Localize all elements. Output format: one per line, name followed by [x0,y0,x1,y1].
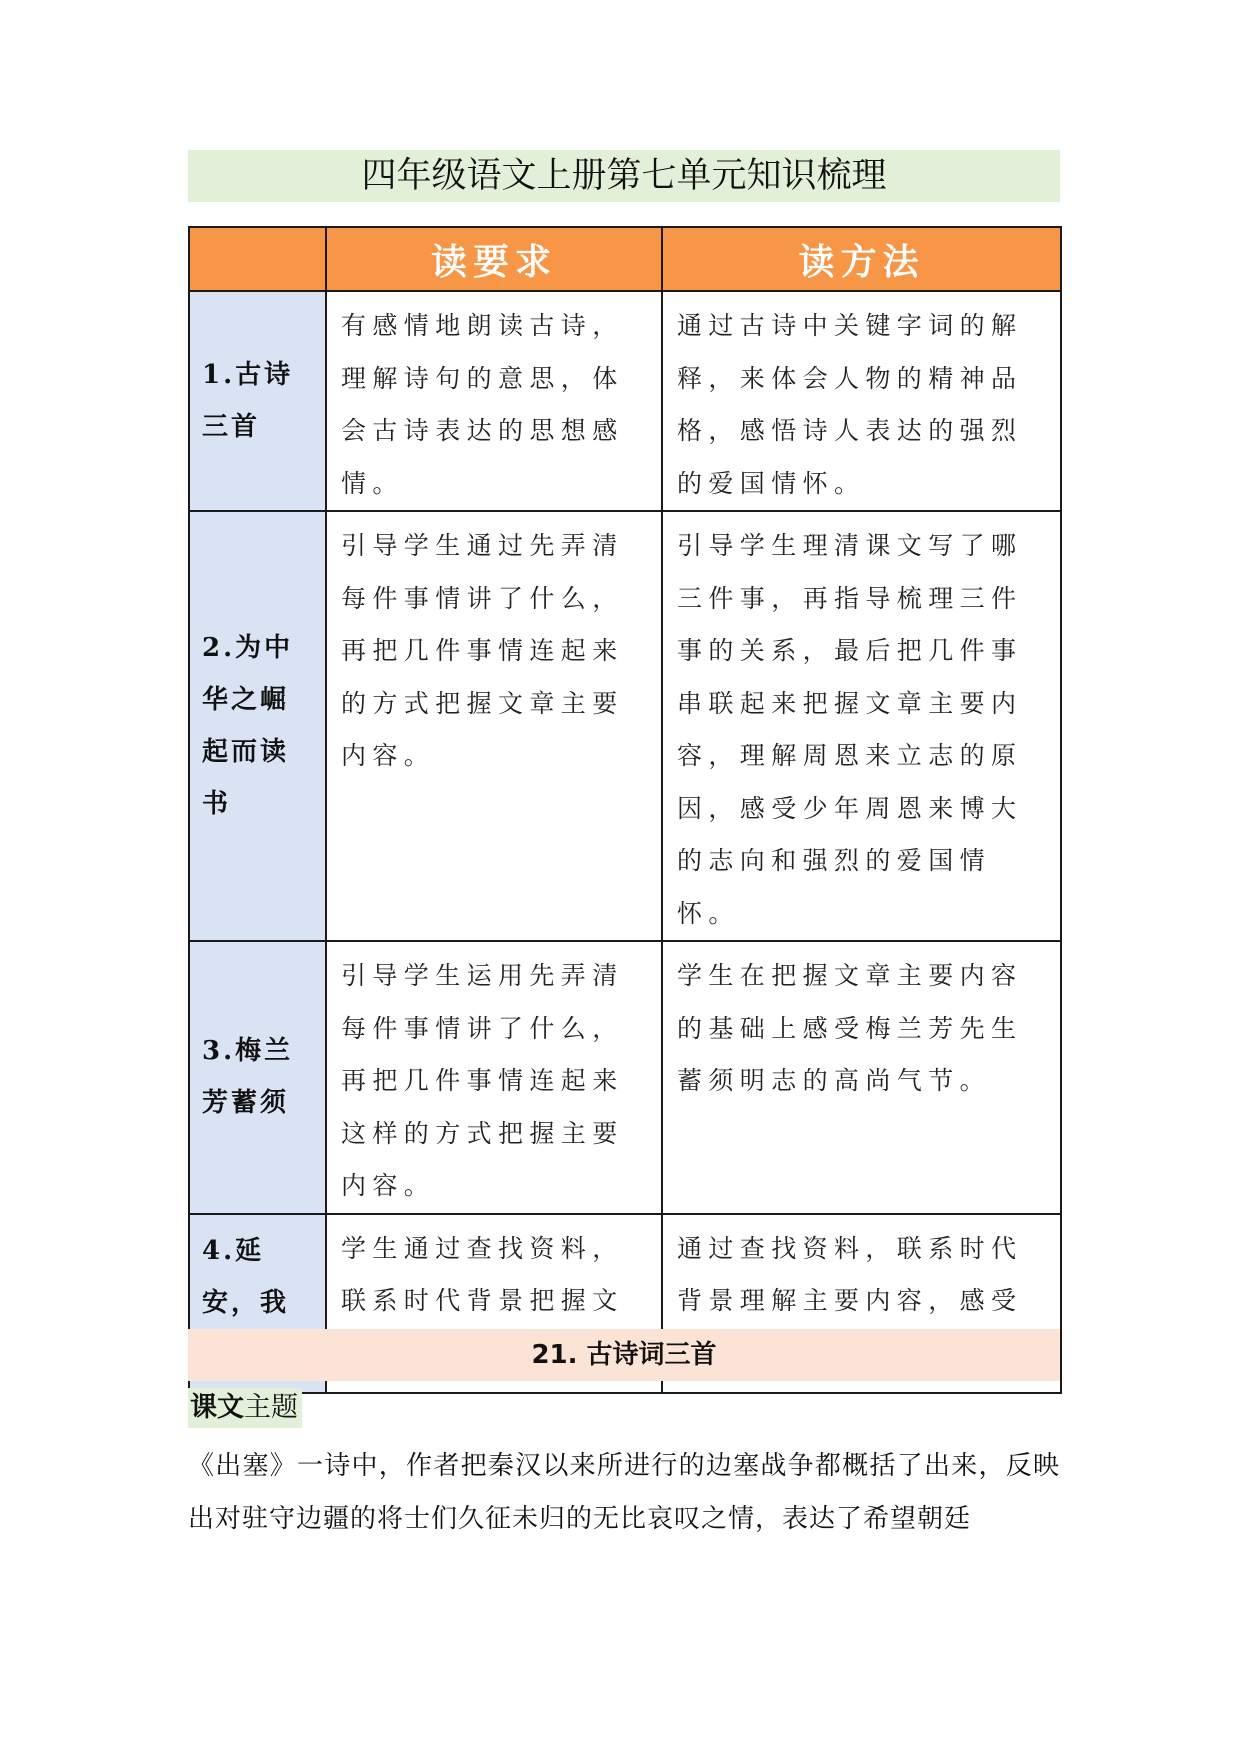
lesson-title: 2.为中华之崛起而读书 [189,511,326,941]
knowledge-table [188,226,1062,1394]
header-reading-method: 读方法 [662,227,1061,291]
requirement-cell: 引导学生运用先弄清每件事情讲了什么，再把几件事情连起来这样的方式把握主要内容。 [326,941,662,1214]
requirement-cell: 有感情地朗读古诗，理解诗句的意思，体会古诗表达的思想感情。 [326,291,662,511]
method-cell: 引导学生理清课文写了哪三件事，再指导梳理三件事的关系，最后把几件事串联起来把握文章主要内容，理解周恩来立志的原因，感受少年周恩来博大的志向和强烈的爱国情怀。 [662,511,1061,941]
lesson-title: 4.延安，我 [189,1214,326,1393]
section-banner: 21. 古诗词三首 [188,1329,1060,1381]
table-row [189,291,1061,511]
subheading-bold: 课文 [190,1392,244,1423]
section-subheading [188,1388,302,1428]
table-row [189,511,1061,941]
lesson-title: 1.古诗三首 [189,291,326,511]
requirement-cell: 学生通过查找资料，联系时代背景把握文 [326,1214,662,1393]
lesson-title: 3.梅兰芳蓄须 [189,941,326,1214]
table-header-row [189,227,1061,291]
method-cell: 通过查找资料，联系时代背景理解主要内容，感受 [662,1214,1061,1393]
requirement-cell: 引导学生通过先弄清每件事情讲了什么，再把几件事情连起来的方式把握文章主要内容。 [326,511,662,941]
method-cell: 通过古诗中关键字词的解释，来体会人物的精神品格，感悟诗人表达的强烈的爱国情怀。 [662,291,1061,511]
body-paragraph: 《出塞》一诗中，作者把秦汉以来所进行的边塞战争都概括了出来，反映出对驻守边疆的将士们久征未归的无比哀叹之情，表达了希望朝廷 [188,1451,1060,1534]
header-reading-requirement: 读要求 [326,227,662,291]
subheading-rest: 主题 [244,1392,298,1423]
header-blank [189,227,326,291]
table-row [189,941,1061,1214]
page-title: 四年级语文上册第七单元知识梳理 [188,150,1060,202]
method-cell: 学生在把握文章主要内容的基础上感受梅兰芳先生蓄须明志的高尚气节。 [662,941,1061,1214]
